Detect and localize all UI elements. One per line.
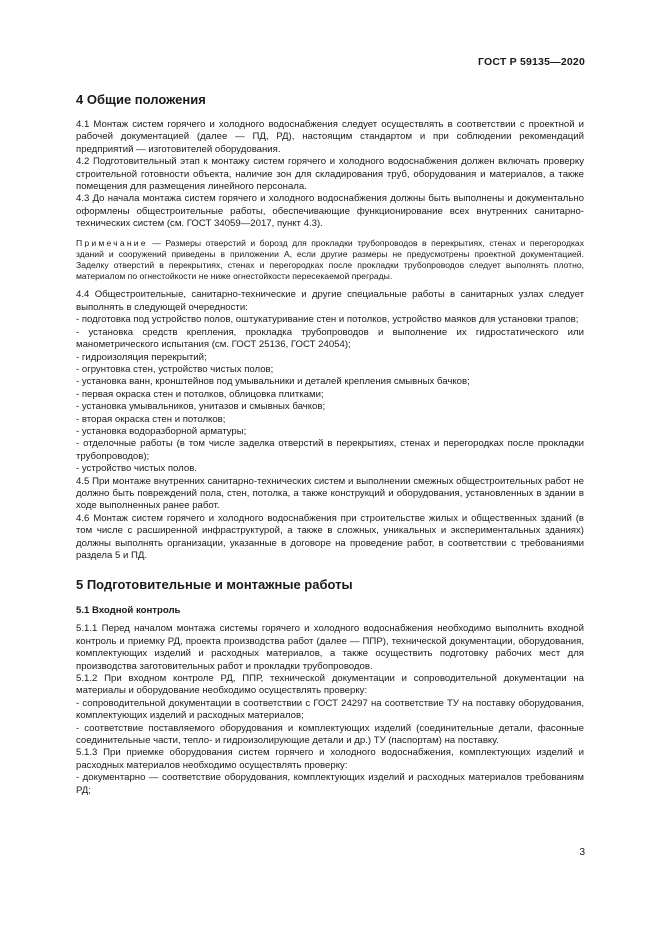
list-item: - соответствие поставляемого оборудования и комплектующих изделий (соединительные детали, фасонные соединительные части, тепло- и гидроизолирующие детали и др.) ТУ (паспортам) на поставку. (76, 722, 584, 747)
standard-code: ГОСТ Р 59135—2020 (477, 56, 585, 68)
paragraph-4-6: 4.6 Монтаж систем горячего и холодного водоснабжения при строительстве жилых и общественных зданий (в том числе с расширенной инфраструктурой, а также в сложных, уникальных и экспериментальных зданиях) должны выполнять организации, указанные в договоре на проведение работ, в соответствии с требованиями раздела 5 и ПД. (76, 512, 584, 561)
list-item: - гидроизоляция перекрытий; (76, 351, 207, 363)
list-item: - устройство чистых полов. (76, 463, 197, 475)
list-item: - установка водоразборной арматуры; (76, 425, 247, 437)
list-item: - огрунтовка стен, устройство чистых полов; (76, 363, 274, 375)
page-content (76, 92, 584, 797)
section-5-heading: 5 Подготовительные и монтажные работы (76, 577, 353, 593)
paragraph-5-1-2: 5.1.2 При входном контроле РД, ППР, технической документации и сопроводительной документации на материалы и оборудование необходимо осуществлять проверку: (76, 673, 584, 697)
list-item: - сопроводительной документации в соответствии с ГОСТ 24297 на соответствие ТУ на поставку оборудования, комплектующих изделий и расходных материалов; (76, 697, 584, 722)
paragraph-4-5: 4.5 При монтаже внутренних санитарно-технических систем и выполнении смежных общестроительных работ не должно быть повреждений пола, стен, потолка, а также конструкций и оборудования, установленных в здании в ходе выполненных ранее работ. (76, 475, 584, 512)
paragraph-4-2: 4.2 Подготовительный этап к монтажу систем горячего и холодного водоснабжения должен включать проверку строительной готовности объекта, наличие зон для складирования труб, оборудования и материалов, а также помещения для размещения линейного персонала. (76, 156, 584, 193)
list-item: - отделочные работы (в том числе заделка отверстий в перекрытиях, стенах и перегородках после прокладки трубопроводов); (76, 438, 584, 462)
paragraph-5-1-1: 5.1.1 Перед началом монтажа системы горячего и холодного водоснабжения необходимо выполнить входной контроль и приемку РД, проекта производства работ (далее — ППР), технической документации, оборудования, комплектующих изделий и расходных материалов, а также осуществить подготовку рабочих мест для производства заготовительных работ и прокладки трубопроводов. (76, 623, 584, 672)
list-item: - установка средств крепления, прокладка трубопроводов и выполнение их гидростатического или манометрического испытания (см. ГОСТ 25136, ГОСТ 24054); (76, 326, 584, 351)
paragraph-4-1: 4.1 Монтаж систем горячего и холодного водоснабжения следует осуществлять в соответствии с проектной и рабочей документацией (далее — ПД, РД), настоящим стандартом и при соблюдении рекомендаций предприятий — изготовителей оборудования. (76, 119, 584, 155)
paragraph-4-3: 4.3 До начала монтажа систем горячего и холодного водоснабжения должны быть выполнены и документально оформлены общестроительные работы, обеспечивающие функционирование всех внутренних санитарно-технических систем (см. ГОСТ 34059—2017, пункт 4.3). (76, 193, 584, 230)
note (76, 238, 584, 283)
subsection-5-1-heading: 5.1 Входной контроль (76, 605, 181, 617)
list-item: - установка умывальников, унитазов и смывных бачков; (76, 401, 326, 413)
paragraph-4-4: 4.4 Общестроительные, санитарно-технические и другие специальные работы в санитарных узлах следует выполнять в следующей очередности: (76, 289, 584, 313)
list-item: - подготовка под устройство полов, оштукатуривание стен и потолков, устройство маяков для установки трапов; (76, 314, 579, 326)
list-item: - первая окраска стен и потолков, облицовка плитками; (76, 388, 324, 400)
section-4-heading: 4 Общие положения (76, 92, 206, 107)
paragraph-5-1-3: 5.1.3 При приемке оборудования систем горячего и холодного водоснабжения, комплектующих изделий и расходных материалов необходимо осуществлять проверку: (76, 747, 584, 771)
list-item: - документарно — соответствие оборудования, комплектующих изделий и расходных материалов требованиям РД; (76, 772, 584, 796)
note-text: — Размеры отверстий и борозд для прокладки трубопроводов в перекрытиях, стенах и перегородках зданий и сооружений приведены в приложении А, если другие размеры не предусмотрены проектной документацией. Заделку отверстий в перекрытиях, стенах и перегородках после прокладки трубопроводов следует выполнять плотно, материалом по огнестойкости не ниже огнестойкости пересекаемой преграды. (76, 237, 584, 282)
page-number: 3 (579, 847, 585, 858)
list-item: - вторая окраска стен и потолков; (76, 413, 226, 425)
list-item: - установка ванн, кронштейнов под умывальники и деталей крепления смывных бачков; (76, 376, 470, 388)
note-label: Примечание (76, 237, 148, 248)
